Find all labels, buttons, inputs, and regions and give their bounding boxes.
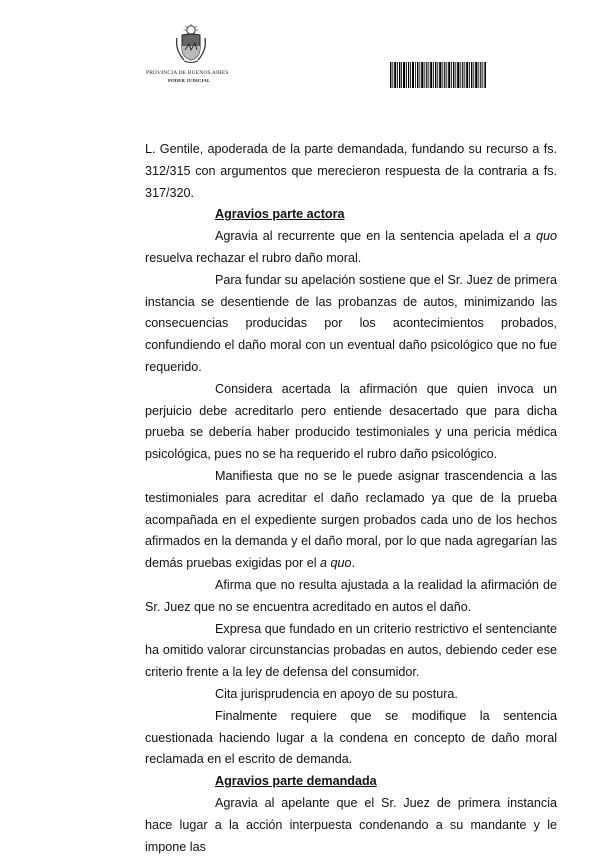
section-heading-actora: Agravios parte actora bbox=[215, 207, 345, 222]
paragraph-agravia-actora bbox=[145, 226, 557, 270]
intro-paragraph: L. Gentile, apoderada de la parte demandada, fundando su recurso a fs. 312/315 con argumentos que merecieron respuesta de la contraria a fs. 317/320. bbox=[145, 142, 557, 200]
paragraph-text: . bbox=[351, 556, 356, 571]
paragraph-text: resuelva rechazar el rubro daño moral. bbox=[145, 250, 362, 265]
paragraph-text: Agravia al recurrente que en la sentencia apelada el bbox=[215, 229, 524, 244]
section-heading-demandada: Agravios parte demandada bbox=[215, 774, 377, 789]
province-name: PROVINCIA DE BUENOS AIRES bbox=[146, 70, 229, 76]
letterhead bbox=[146, 24, 238, 86]
barcode-icon bbox=[390, 62, 486, 88]
paragraph-expresa: Expresa que fundado en un criterio restrictivo el sentenciante ha omitido valorar circunstancias probadas en autos, debiendo ceder ese criterio frente a la ley de defensa del consumidor. bbox=[145, 621, 557, 680]
paragraph-text: Manifiesta que no se le puede asignar trascendencia a las testimoniales para acreditar el daño reclamado ya que de la prueba acompañada en el expediente surgen probados cada uno de los hechos afirmados en la demanda y el daño moral, por lo que nada agregarían las demás pruebas exigidas por el bbox=[145, 468, 557, 571]
judicial-branch-name: PODER JUDICIAL bbox=[168, 78, 211, 83]
document-body bbox=[145, 139, 557, 858]
paragraph-finalmente: Finalmente requiere que se modifique la sentencia cuestionada haciendo lugar a la condena en concepto de daño moral reclamada en el escrito de demanda. bbox=[145, 708, 557, 767]
paragraph-manifiesta bbox=[145, 466, 557, 575]
latin-term: a quo bbox=[320, 556, 352, 571]
paragraph-considera: Considera acertada la afirmación que quien invoca un perjuicio debe acreditarlo pero entiende desacertado que para dicha prueba se debería haber producido testimoniales y una pericia médica psicológica, pues no se ha requerido el rubro daño psicológico. bbox=[145, 381, 557, 462]
paragraph-fundamentos: Para fundar su apelación sostiene que el Sr. Juez de primera instancia se desentiende de las probanzas de autos, minimizando las consecuencias producidas por los acontecimientos probados, confundiendo el daño moral con un eventual daño psicológico que no fue requerido. bbox=[145, 272, 557, 374]
latin-term: a quo bbox=[523, 229, 558, 244]
coat-of-arms-icon bbox=[174, 24, 208, 64]
paragraph-cita: Cita jurisprudencia en apoyo de su postura. bbox=[215, 686, 458, 701]
paragraph-agravia-demandada: Agravia al apelante que el Sr. Juez de primera instancia hace lugar a la acción interpuesta condenando a su mandante y le impone las bbox=[145, 795, 557, 854]
paragraph-afirma: Afirma que no resulta ajustada a la realidad la afirmación de Sr. Juez que no se encuentra acreditado en autos el daño. bbox=[145, 577, 557, 614]
